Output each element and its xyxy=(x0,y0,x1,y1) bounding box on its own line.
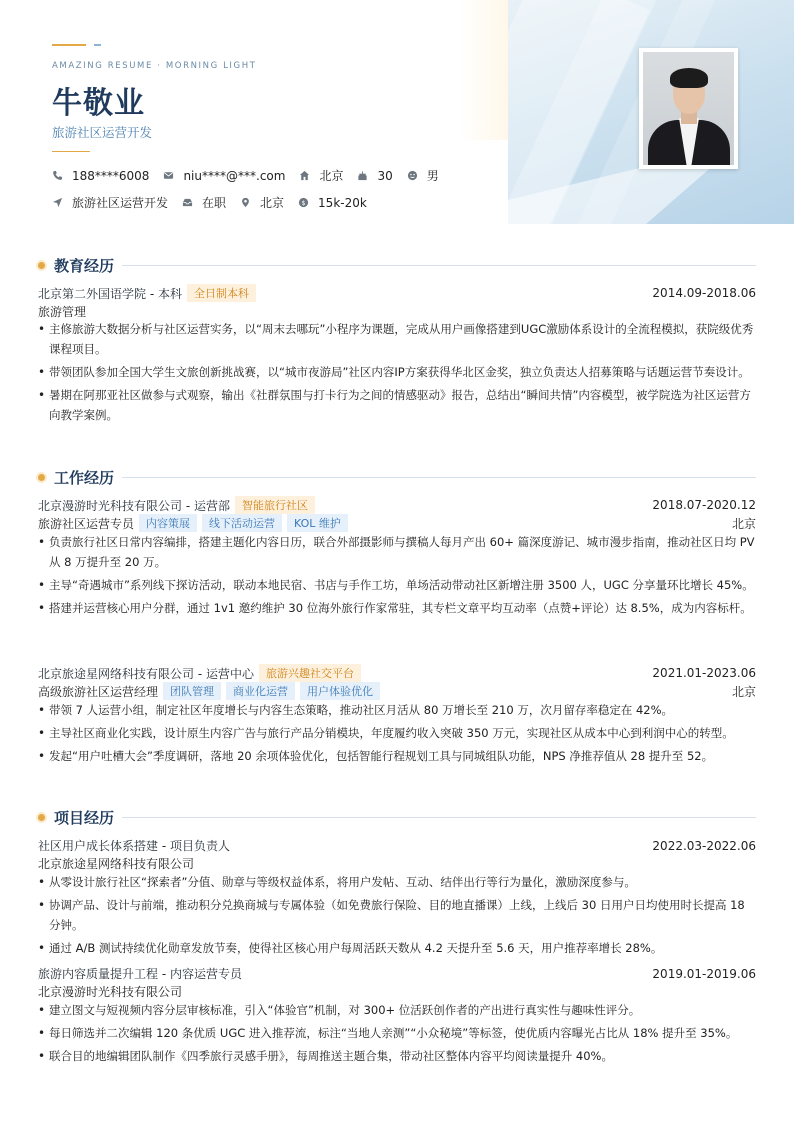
intent-position-item xyxy=(52,194,168,211)
job-entry-header xyxy=(38,496,756,514)
project-bullets xyxy=(38,1000,756,1069)
project-date: 2019.01-2019.06 xyxy=(652,966,756,981)
name-divider xyxy=(52,151,90,152)
inbox-icon xyxy=(182,197,193,208)
list-item: • 带领 7 人运营小组，制定社区年度增长与内容生态策略，推动社区月活从 80 万增长至 210 万，次月留存率稳定在 42%。 xyxy=(38,700,756,720)
company-name: 北京漫游时光科技有限公司 - 运营部 xyxy=(38,498,230,513)
list-item: • 每日筛选并二次编辑 120 条优质 UGC 进入推荐流，标注“当地人亲测”“小众秘境”等标签，使优质内容曝光占比从 18% 提升至 35%。 xyxy=(38,1023,756,1043)
email-value: niu****@***.com xyxy=(183,168,286,183)
list-item: • 主修旅游大数据分析与社区运营实务，以“周末去哪玩”小程序为课题，完成从用户画像搭建到UGC激励体系设计的全流程模拟，获院级优秀课程项目。 xyxy=(38,319,756,359)
candidate-name: 牛敬业 xyxy=(52,86,145,121)
project-date: 2022.03-2022.06 xyxy=(652,838,756,853)
job-bullets xyxy=(38,532,756,621)
tagline: AMAZING RESUME · MORNING LIGHT xyxy=(52,61,257,71)
education-date: 2014.09-2018.06 xyxy=(652,286,756,300)
status-item xyxy=(182,194,226,211)
list-item: • 协调产品、设计与前端，推动积分兑换商城与专属体验（如免费旅行保险、目的地直播课）上线，上线后 30 日用户日均使用时长提高 18 分钟。 xyxy=(38,895,756,935)
project-entry-header xyxy=(38,837,756,854)
resume-header xyxy=(0,0,794,224)
age-value: 30 xyxy=(377,168,393,183)
skill-tag: 用户体验优化 xyxy=(300,682,380,700)
location-pin-icon xyxy=(240,197,251,208)
job-position-row xyxy=(38,514,756,532)
school-name: 北京第二外国语学院 - 本科 xyxy=(38,286,182,301)
job-date: 2021.01-2023.06 xyxy=(652,666,756,680)
section-dot xyxy=(38,814,45,821)
skill-tag: 团队管理 xyxy=(163,682,221,700)
list-item: • 带领团队参加全国大学生文旅创新挑战赛，以“城市夜游局”社区内容IP方案获得华北区金奖，独立负责达人招募策略与话题运营节奏设计。 xyxy=(38,362,756,382)
company-tag: 智能旅行社区 xyxy=(235,496,315,514)
intent-position-value: 旅游社区运营开发 xyxy=(72,196,169,210)
salary-icon xyxy=(298,197,309,208)
section-dot xyxy=(38,474,45,481)
list-item: • 主导“奇遇城市”系列线下探访活动，联动本地民宿、书店与手作工坊，单场活动带动社区新增注册 3500 人，UGC 分享量环比增长 45%。 xyxy=(38,575,756,595)
work-section-title: 工作经历 xyxy=(38,467,756,488)
list-item: • 通过 A/B 测试持续优化勋章发放节奏，使得社区核心用户每周活跃天数从 4.2 天提升至 5.6 天，用户推荐率增长 28%。 xyxy=(38,938,756,958)
section-dot xyxy=(38,262,45,269)
contact-row xyxy=(52,167,453,184)
target-city-item xyxy=(240,194,284,211)
gender-value: 男 xyxy=(426,169,439,183)
skill-tag: 商业化运营 xyxy=(226,682,295,700)
gender-item xyxy=(407,167,439,184)
job-city: 北京 xyxy=(731,684,756,699)
job-city: 北京 xyxy=(731,516,756,531)
education-entry-header xyxy=(38,284,756,302)
email-item xyxy=(163,169,285,183)
project-name: 旅游内容质量提升工程 - 内容运营专员 xyxy=(38,967,242,981)
project-entry-header xyxy=(38,965,756,982)
profile-photo xyxy=(639,48,738,169)
target-city-value: 北京 xyxy=(260,196,285,210)
list-item: • 暑期在阿那亚社区做参与式观察，输出《社群氛围与打卡行为之间的情感驱动》报告，总结出“瞬间共情”内容模型，被学院选为社区运营方向教学案例。 xyxy=(38,385,756,425)
degree-tag: 全日制本科 xyxy=(187,284,256,302)
list-item: • 建立图文与短视频内容分层审核标准，引入“体验官”机制，对 300+ 位活跃创作者的产出进行真实性与趣味性评分。 xyxy=(38,1000,756,1020)
project-company: 北京漫游时光科技有限公司 xyxy=(38,985,183,999)
job-position: 旅游社区运营专员 xyxy=(38,516,135,531)
list-item: • 联合目的地编辑团队制作《四季旅行灵感手册》，每周推送主题合集，带动社区整体内容平均阅读量提升 40%。 xyxy=(38,1046,756,1066)
age-item xyxy=(357,169,392,183)
job-entry-header xyxy=(38,664,756,682)
job-position: 高级旅游社区运营经理 xyxy=(38,684,159,699)
candidate-role: 旅游社区运营开发 xyxy=(52,125,153,140)
status-value: 在职 xyxy=(202,196,227,210)
projects-section-title: 项目经历 xyxy=(38,807,756,828)
phone-item xyxy=(52,169,149,183)
company-tag: 旅游兴趣社交平台 xyxy=(259,664,361,682)
phone-icon xyxy=(52,170,63,181)
phone-value: 188****6008 xyxy=(72,168,150,183)
accent-lines xyxy=(52,34,101,53)
job-intent-row xyxy=(52,194,381,211)
cake-icon xyxy=(357,170,368,181)
company-name: 北京旅途星网络科技有限公司 - 运营中心 xyxy=(38,666,254,681)
job-date: 2018.07-2020.12 xyxy=(652,498,756,512)
project-name: 社区用户成长体系搭建 - 项目负责人 xyxy=(38,839,230,853)
skill-tag: 内容策展 xyxy=(139,514,197,532)
skill-tag: 线下活动运营 xyxy=(202,514,282,532)
list-item: • 负责旅行社区日常内容编排，搭建主题化内容日历，联合外部摄影师与撰稿人每月产出 60+ 篇深度游记、城市漫步指南，推动社区日均 PV 从 8 万提升至 20 万。 xyxy=(38,532,756,572)
education-bullets xyxy=(38,319,756,428)
list-item: • 发起“用户吐槽大会”季度调研，落地 20 余项体验优化，包括智能行程规划工具与同城组队功能，NPS 净推荐值从 28 提升至 52。 xyxy=(38,746,756,766)
education-section-title: 教育经历 xyxy=(38,255,756,276)
salary-value: 15k-20k xyxy=(318,195,367,210)
hometown-value: 北京 xyxy=(319,169,344,183)
mail-icon xyxy=(163,170,174,181)
project-bullets xyxy=(38,872,756,961)
list-item: • 从零设计旅行社区“探索者”分值、勋章与等级权益体系，将用户发帖、互动、结伴出行等行为量化，激励深度参与。 xyxy=(38,872,756,892)
list-item: • 主导社区商业化实践，设计原生内容广告与旅行产品分销模块，年度履约收入突破 350 万元，实现社区从成本中心到利润中心的转型。 xyxy=(38,723,756,743)
job-position-row xyxy=(38,682,756,700)
salary-item xyxy=(298,196,367,210)
list-item: • 搭建并运营核心用户分群，通过 1v1 邀约维护 30 位海外旅行作家常驻，其专栏文章平均互动率（点赞+评论）达 8.5%，成为内容标杆。 xyxy=(38,598,756,618)
skill-tag: KOL 维护 xyxy=(287,514,348,532)
home-icon xyxy=(299,170,310,181)
svg-text:$: $ xyxy=(301,198,306,207)
project-company: 北京旅途星网络科技有限公司 xyxy=(38,857,195,871)
person-icon xyxy=(407,170,418,181)
hometown-item xyxy=(299,167,343,184)
job-bullets xyxy=(38,700,756,769)
education-major: 旅游管理 xyxy=(38,305,87,319)
send-icon xyxy=(52,197,63,208)
